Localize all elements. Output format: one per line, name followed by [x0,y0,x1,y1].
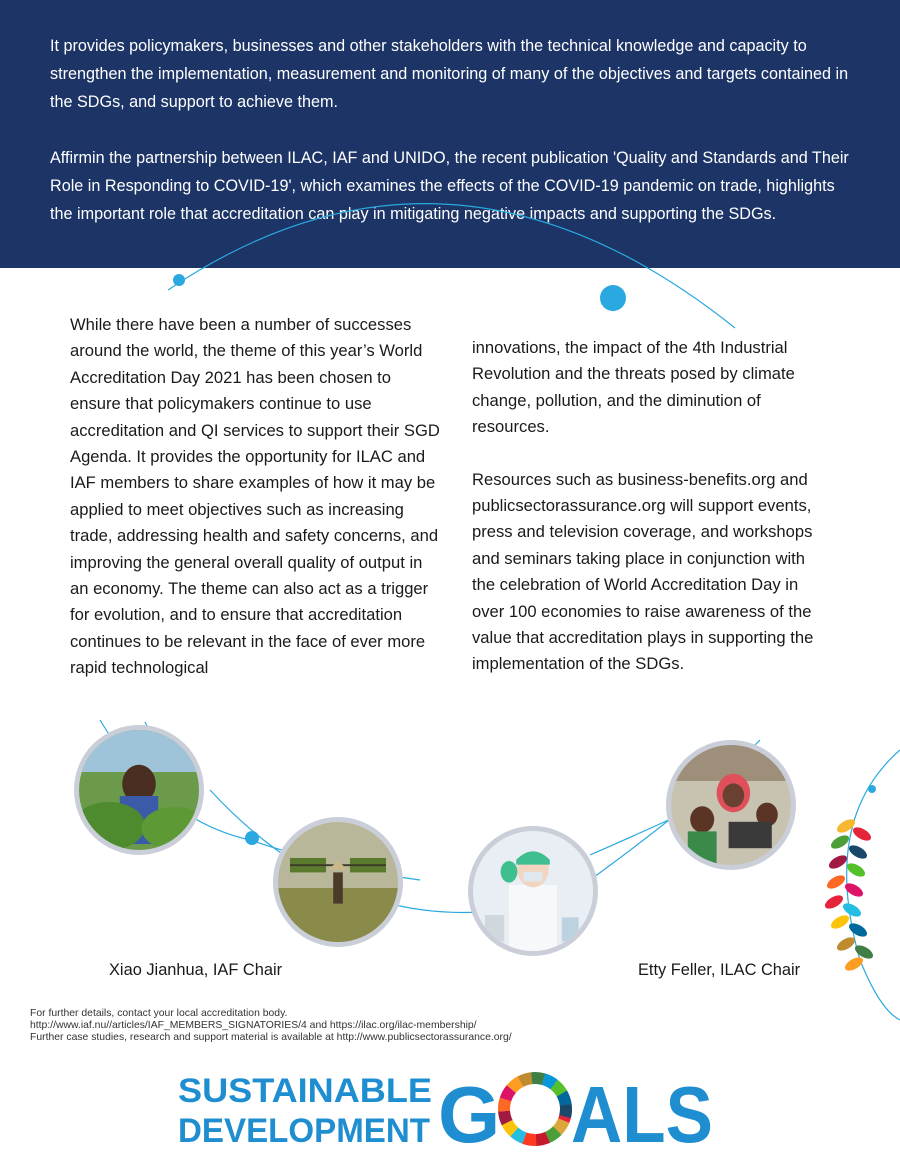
logo-letter-g: G [438,1070,501,1148]
decorative-dot [600,285,626,311]
logo-word-als: ALS [571,1070,713,1148]
logo-word-sustainable: SUSTAINABLE [178,1072,432,1110]
intro-band [0,0,900,268]
decorative-dot [245,831,259,845]
decorative-dot [868,785,876,793]
caption-ilac-chair: Etty Feller, ILAC Chair [638,961,801,979]
intro-paragraph-2: Affirmin the partnership between ILAC, IAF and UNIDO, the recent publication 'Quality and Standards and Their Role in Responding to COVID-19', which examines the effects of the COVID-19 pandemic on trade, highlights the important role that accreditation can play in mitigating negative impacts and supporting the SDGs. [50,149,849,223]
sdg-wheel-icon [491,1068,579,1148]
footer-line-2: http://www.iaf.nu//articles/IAF_MEMBERS_SIGNATORIES/4 and https://ilac.org/ilac-membership/ [30,1019,477,1031]
footer-notes [30,1008,512,1043]
photo-children-laptop [666,740,796,870]
sustainable-development-goals-logo [178,1068,718,1148]
left-column-text: While there have been a number of successes around the world, the theme of this year’s World Accreditation Day 2021 has been chosen to ensure that policymakers continue to use accreditation and QI services to support their SGD Agenda. It provides the opportunity for ILAC and IAF members to share examples of how it may be applied to meet objectives such as increasing trade, addressing health and safety concerns, and improving the general overall quality of output in an economy. The theme can also act as a trigger for evolution, and to ensure that accreditation continues to be relevant in the face of ever more rapid technological [70,315,440,678]
decorative-dot [173,274,185,286]
sdg-leaves-icon [823,817,875,974]
right-column-paragraph-2: Resources such as business-benefits.org and publicsectorassurance.org will support events, press and television coverage, and workshops and seminars taking place in conjunction with the celebration of World Accreditation Day in over 100 economies to raise awareness of the value that accreditation plays in supporting the implementation of the SDGs. [472,469,814,674]
left-column [70,312,440,682]
right-column [472,335,832,678]
footer-line-1: For further details, contact your local accreditation body. [30,1008,288,1019]
caption-iaf-chair: Xiao Jianhua, IAF Chair [109,961,283,979]
photo-rice-farmer [273,817,403,947]
intro-paragraph-1: It provides policymakers, businesses and other stakeholders with the technical knowledge and capacity to strengthen the implementation, measurement and monitoring of many of the objectives and targets contained in the SDGs, and support to achieve them. [50,37,849,111]
photo-lab-scientist [468,826,598,956]
right-column-paragraph-1: innovations, the impact of the 4th Industrial Revolution and the threats posed by climate change, pollution, and the diminution of resources. [472,338,795,437]
footer-line-3: Further case studies, research and support material is available at http://www.publicsectorassurance.org/ [30,1031,512,1043]
logo-word-development: DEVELOPMENT [178,1112,431,1148]
photo-tea-picker [74,725,204,855]
